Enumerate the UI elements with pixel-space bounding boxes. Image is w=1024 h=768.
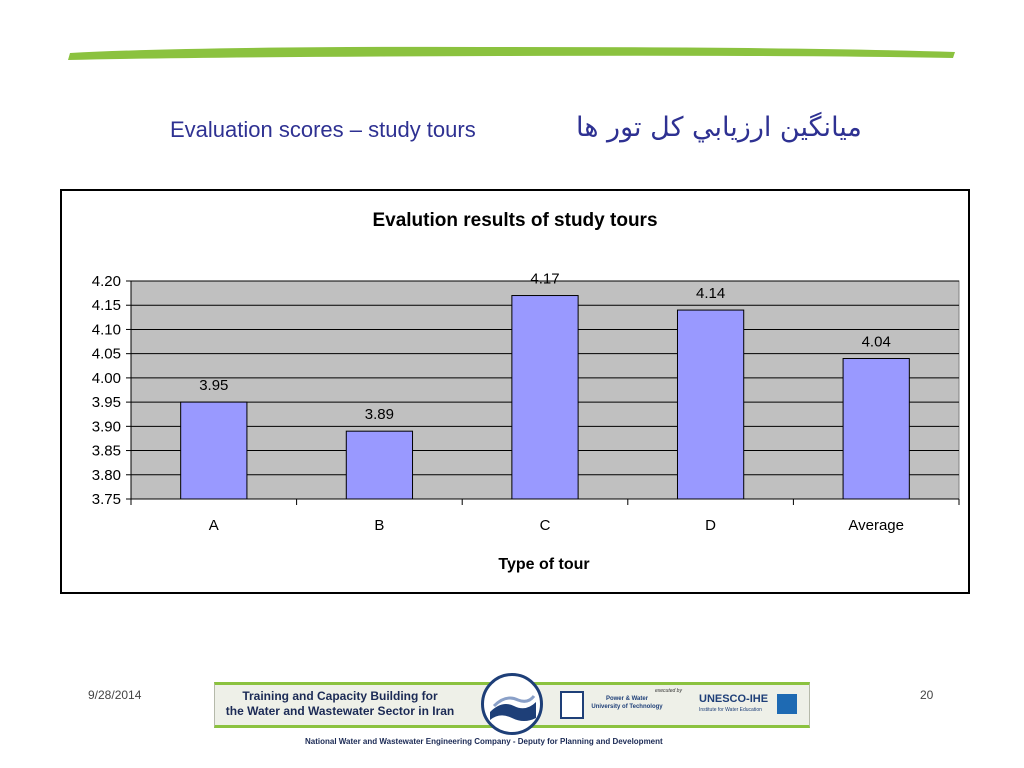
- y-tick-label: 3.90: [91, 418, 121, 436]
- wave-icon: [484, 676, 540, 732]
- banner-line-2: the Water and Wastewater Sector in Iran: [225, 704, 455, 718]
- unesco-ihe-subtitle: Institute for Water Education: [699, 707, 762, 713]
- chart-frame: [60, 189, 970, 594]
- slide-page-number: 20: [920, 688, 934, 702]
- y-tick-label: 4.00: [91, 369, 121, 387]
- footer-subtitle: National Water and Wastewater Engineering Company - Deputy for Planning and Development: [305, 737, 663, 746]
- chart-title: Evalution results of study tours: [372, 210, 658, 231]
- bar-a: [181, 402, 247, 499]
- y-tick-label: 4.10: [91, 321, 121, 339]
- unesco-temple-icon: [777, 694, 797, 714]
- x-tick-label: Average: [848, 517, 905, 534]
- university-logo-icon: [560, 691, 584, 719]
- data-label: 3.89: [364, 406, 395, 424]
- slide-title-persian: میانگین ارزیابي کل تور ها: [576, 112, 862, 143]
- data-label: 4.04: [861, 333, 891, 351]
- slide-date: 9/28/2014: [88, 688, 142, 702]
- x-tick-label: A: [208, 517, 219, 534]
- footer-banner: [214, 682, 810, 728]
- x-axis-label: Type of tour: [498, 556, 590, 573]
- university-name: Power & Water University of Technology: [591, 696, 663, 710]
- y-tick-label: 3.85: [91, 442, 121, 460]
- y-tick-label: 4.15: [91, 297, 121, 315]
- data-label: 4.14: [695, 285, 726, 303]
- unesco-ihe-logo-text: UNESCO-IHE: [699, 693, 769, 705]
- y-tick-label: 4.05: [91, 345, 121, 363]
- slide-title-english: Evaluation scores – study tours: [170, 117, 476, 142]
- bar-chart: [62, 191, 968, 592]
- y-tick-label: 3.75: [91, 491, 121, 508]
- x-tick-label: C: [539, 517, 551, 534]
- bar-average: [843, 359, 909, 499]
- banner-project-title: [215, 689, 465, 719]
- y-tick-label: 4.20: [91, 273, 121, 290]
- bar-d: [677, 310, 743, 499]
- decorative-swoosh: [0, 0, 1024, 80]
- executed-by-label: executed by: [655, 688, 682, 694]
- data-label: 3.95: [199, 377, 229, 395]
- banner-line-1: Training and Capacity Building for: [242, 689, 438, 703]
- bar-b: [346, 431, 412, 499]
- x-tick-label: B: [374, 517, 385, 534]
- water-logo-icon: [481, 673, 543, 735]
- data-label: 4.17: [530, 270, 560, 288]
- x-tick-label: D: [705, 517, 717, 534]
- y-tick-label: 3.80: [91, 466, 121, 484]
- y-tick-label: 3.95: [91, 394, 121, 412]
- bar-c: [512, 296, 578, 499]
